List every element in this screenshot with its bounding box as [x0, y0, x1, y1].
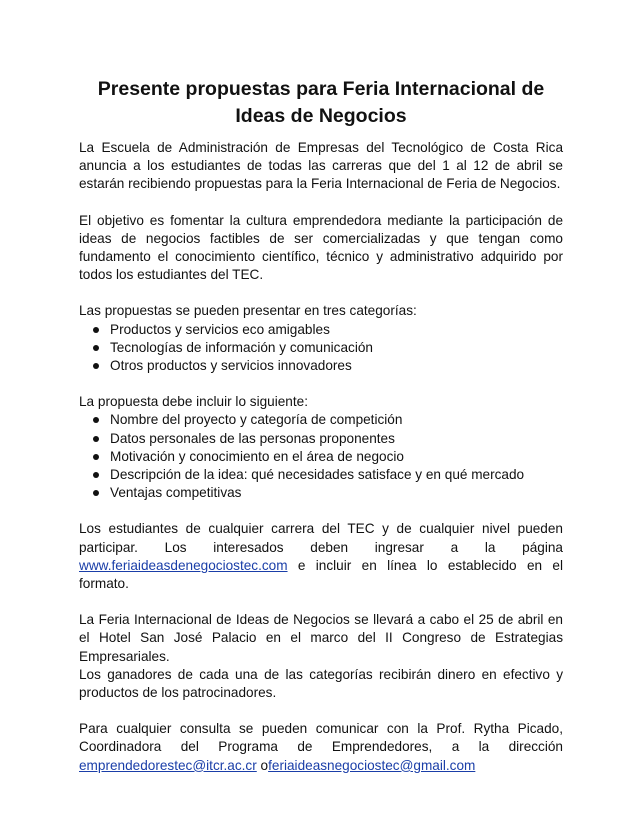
email-connector: o — [256, 757, 269, 773]
bullet-icon — [93, 417, 99, 423]
list-item-text: Motivación y conocimiento en el área de negocio — [110, 448, 404, 464]
list-item — [79, 448, 563, 466]
paragraph-participation — [79, 520, 563, 593]
categories-intro: Las propuestas se pueden presentar en tres categorías: — [79, 303, 417, 319]
title-line-2: Ideas de Negocios — [235, 105, 407, 127]
list-item-text: Nombre del proyecto y categoría de competición — [110, 412, 403, 428]
bullet-icon — [93, 436, 99, 442]
list-item — [79, 484, 563, 502]
email-link-1[interactable]: emprendedorestec@itcr.ac.cr — [79, 757, 257, 773]
list-item — [79, 430, 563, 448]
paragraph-prizes: Los ganadores de cada una de las categorías recibirán dinero en efectivo y productos de los patrocinadores. — [79, 666, 563, 701]
participation-text: Los estudiantes de cualquier carrera del TEC y de cualquier nivel pueden participar. Los interesados deben ingresar a la página — [79, 521, 563, 555]
list-item-text: Productos y servicios eco amigables — [110, 321, 330, 337]
list-item-text: Otros productos y servicios innovadores — [110, 358, 352, 374]
document-page — [79, 76, 563, 793]
paragraph-venue: La Feria Internacional de Ideas de Negocios se llevará a cabo el 25 de abril en el Hotel San José Palacio en el marco del II Congreso de Estrategias Empresariales. — [79, 612, 563, 664]
list-item — [79, 357, 563, 375]
bullet-icon — [93, 345, 99, 351]
email-link-2[interactable]: feriaideasnegociostec@gmail.com — [268, 757, 476, 773]
list-item-text: Datos personales de las personas proponentes — [110, 430, 395, 446]
list-item — [79, 321, 563, 339]
bullet-icon — [93, 454, 99, 460]
include-intro: La propuesta debe incluir lo siguiente: — [79, 394, 308, 410]
website-link[interactable]: www.feriaideasdenegociostec.com — [79, 557, 288, 573]
contact-text: Para cualquier consulta se pueden comunicar con la Prof. Rytha Picado, Coordinadora del Programa de Emprendedores, a la dirección — [79, 721, 563, 755]
bullet-icon — [93, 363, 99, 369]
title-line-1: Presente propuestas para Feria Internacional de — [97, 78, 545, 100]
bullet-icon — [93, 472, 99, 478]
paragraph-announcement: La Escuela de Administración de Empresas del Tecnológico de Costa Rica anuncia a los estudiantes de todas las carreras que del 1 al 12 de abril se estarán recibiendo propuestas para la Feria Internacional de Feria de Negocios. — [79, 140, 563, 192]
list-item-text: Ventajas competitivas — [110, 485, 242, 501]
list-item — [79, 466, 563, 484]
list-item — [79, 411, 563, 429]
participation-tail: e incluir en línea lo establecido en el formato. — [79, 557, 563, 592]
paragraph-contact — [79, 720, 563, 775]
categories-list — [79, 321, 563, 376]
bullet-icon — [93, 327, 99, 333]
list-item-text: Descripción de la idea: qué necesidades satisface y en qué mercado — [110, 467, 525, 483]
list-item — [79, 339, 563, 357]
include-list — [79, 411, 563, 502]
list-item-text: Tecnologías de información y comunicación — [110, 339, 373, 355]
bullet-icon — [93, 490, 99, 496]
document-title — [79, 76, 563, 130]
paragraph-objective: El objetivo es fomentar la cultura emprendedora mediante la participación de ideas de negocios factibles de ser comercializadas y que tengan como fundamento el conocimiento científico, técnico y administrativo adquirido por todos los estudiantes del TEC. — [79, 212, 563, 283]
